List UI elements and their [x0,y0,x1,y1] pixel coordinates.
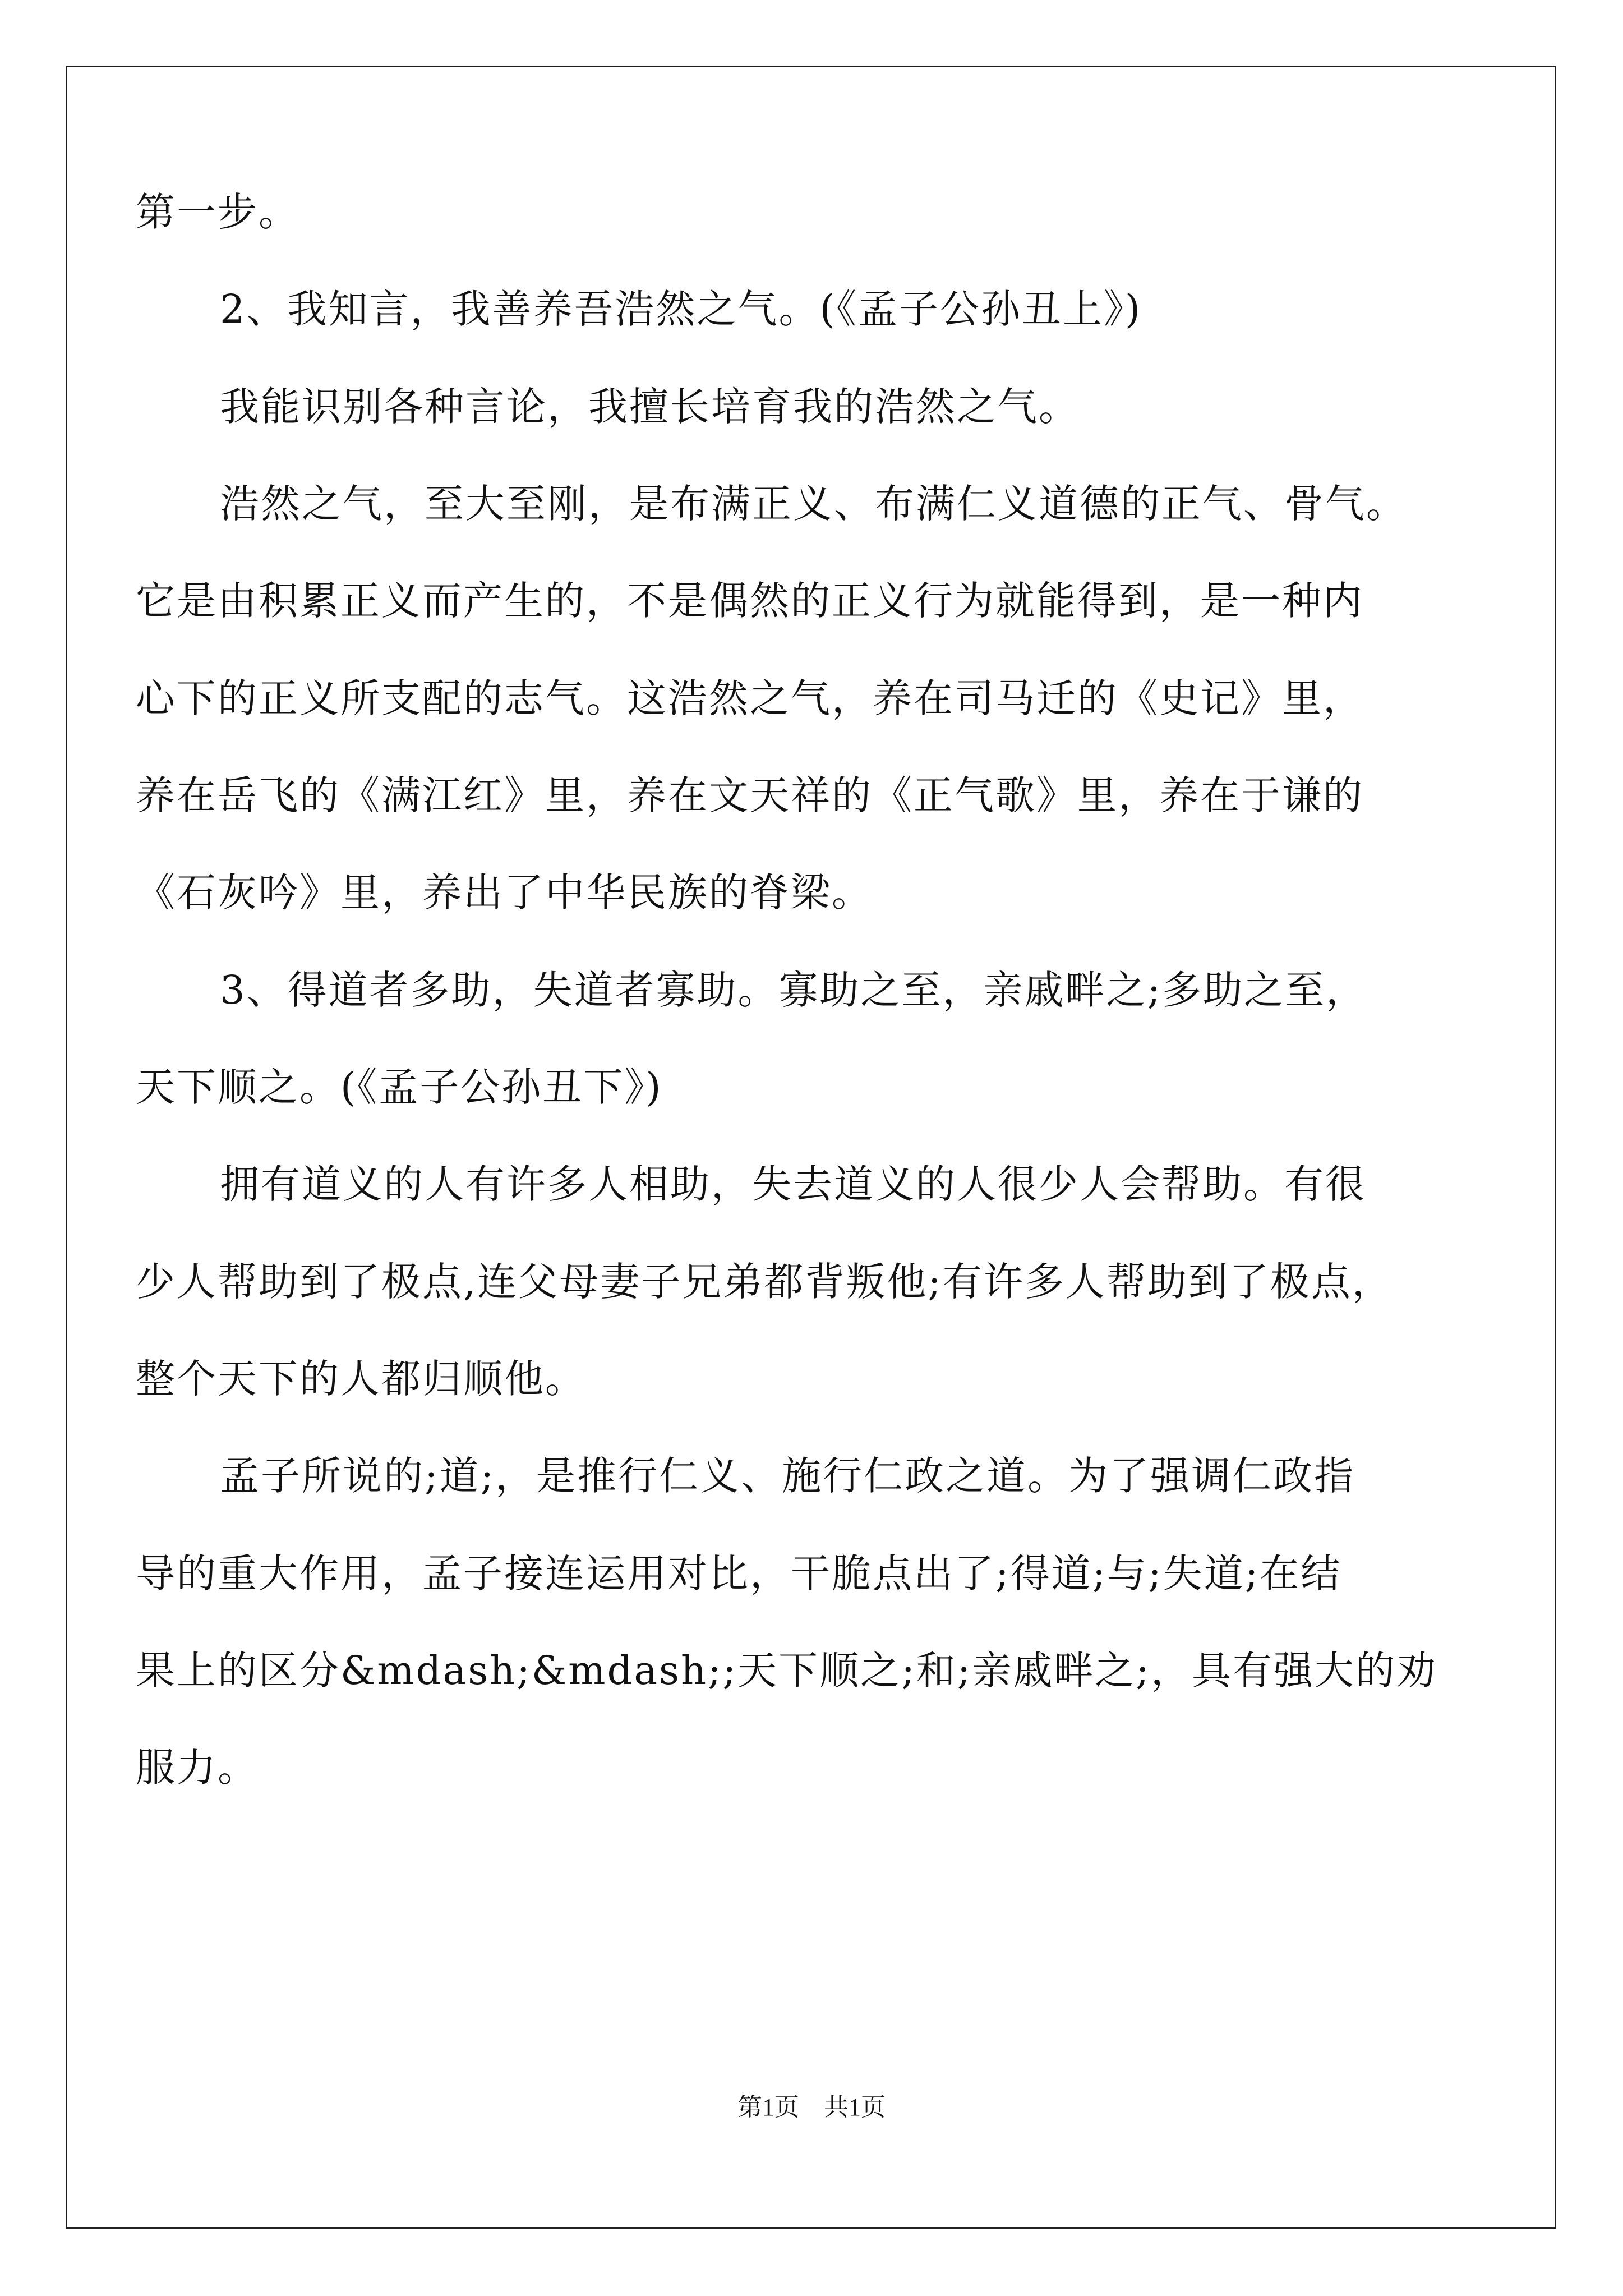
text-line: 天下顺之。(《孟子公孙丑下》) [136,1064,663,1110]
text-line: 服力。 [136,1745,259,1791]
page-number-footer: 第1页 共1页 [737,2093,886,2121]
text-line: 浩然之气，至大至刚，是布满正义、布满仁义道德的正气、骨气。 [220,481,1407,527]
text-line: 它是由积累正义而产生的，不是偶然的正义行为就能得到，是一种内 [136,578,1364,624]
text-line: 拥有道义的人有许多人相助，失去道义的人很少人会帮助。有很 [220,1161,1366,1207]
text-line: 果上的区分&mdash;&mdash;;天下顺之;和;亲戚畔之;，具有强大的劝 [136,1648,1437,1694]
text-line: 整个天下的人都归顺他。 [136,1356,586,1402]
text-line: 2、我知言，我善养吾浩然之气。(《孟子公孙丑上》) [220,286,1142,332]
text-line: 我能识别各种言论，我擅长培育我的浩然之气。 [220,384,1080,430]
text-line: 心下的正义所支配的志气。这浩然之气，养在司马迁的《史记》里， [136,675,1364,721]
text-line: 少人帮助到了极点,连父母妻子兄弟都背叛他;有许多人帮助到了极点， [136,1259,1393,1305]
text-line: 孟子所说的;道;，是推行仁义、施行仁政之道。为了强调仁政指 [220,1453,1355,1499]
text-line: 导的重大作用，孟子接连运用对比，干脆点出了;得道;与;失道;在结 [136,1550,1342,1596]
text-line: 《石灰吟》里，养出了中华民族的脊梁。 [136,869,873,915]
text-line: 第一步。 [136,189,299,235]
text-line: 3、得道者多助，失道者寡助。寡助之至，亲戚畔之;多助之至， [220,967,1367,1013]
text-line: 养在岳飞的《满江红》里，养在文天祥的《正气歌》里，养在于谦的 [136,772,1364,818]
